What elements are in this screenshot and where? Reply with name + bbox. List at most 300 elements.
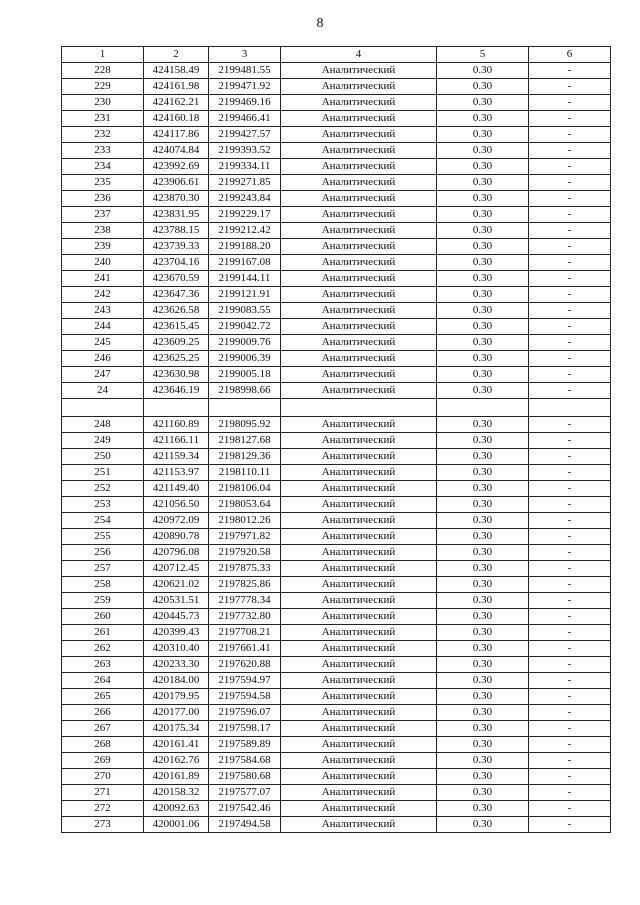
y-coordinate-cell: 2197661.41: [209, 641, 281, 657]
accuracy-cell: 0.30: [437, 159, 529, 175]
point-number-cell: 234: [62, 159, 144, 175]
note-cell: -: [529, 705, 611, 721]
y-coordinate-cell: 2199144.11: [209, 271, 281, 287]
table-row: [62, 143, 611, 159]
method-cell: Аналитический: [281, 801, 437, 817]
page-number: 8: [316, 16, 324, 31]
table-row: [62, 497, 611, 513]
x-coordinate-cell: 424161.98: [144, 79, 209, 95]
note-cell: -: [529, 609, 611, 625]
note-cell: -: [529, 737, 611, 753]
y-coordinate-cell: 2197494.58: [209, 817, 281, 833]
accuracy-cell: 0.30: [437, 63, 529, 79]
point-number-cell: 243: [62, 303, 144, 319]
point-number-cell: 271: [62, 785, 144, 801]
table-row: [62, 449, 611, 465]
x-coordinate-cell: 420796.08: [144, 545, 209, 561]
point-number-cell: 240: [62, 255, 144, 271]
x-coordinate-cell: 420092.63: [144, 801, 209, 817]
x-coordinate-cell: 420161.41: [144, 737, 209, 753]
x-coordinate-cell: 423906.61: [144, 175, 209, 191]
point-number-cell: 252: [62, 481, 144, 497]
method-cell: Аналитический: [281, 769, 437, 785]
accuracy-cell: 0.30: [437, 207, 529, 223]
y-coordinate-cell: 2198129.36: [209, 449, 281, 465]
accuracy-cell: 0.30: [437, 303, 529, 319]
table-row: [62, 255, 611, 271]
y-coordinate-cell: 2197620.88: [209, 657, 281, 673]
accuracy-cell: 0.30: [437, 497, 529, 513]
x-coordinate-cell: 420531.51: [144, 593, 209, 609]
accuracy-cell: 0.30: [437, 721, 529, 737]
table-row: [62, 545, 611, 561]
point-number-cell: 236: [62, 191, 144, 207]
x-coordinate-cell: 423739.33: [144, 239, 209, 255]
table-row: [62, 207, 611, 223]
method-cell: Аналитический: [281, 335, 437, 351]
x-coordinate-cell: 423609.25: [144, 335, 209, 351]
method-cell: Аналитический: [281, 673, 437, 689]
y-coordinate-cell: 2197825.86: [209, 577, 281, 593]
table-row: [62, 769, 611, 785]
method-cell: Аналитический: [281, 545, 437, 561]
x-coordinate-cell: 421166.11: [144, 433, 209, 449]
point-number-cell: 247: [62, 367, 144, 383]
x-coordinate-cell: 423992.69: [144, 159, 209, 175]
method-cell: Аналитический: [281, 319, 437, 335]
x-coordinate-cell: 420712.45: [144, 561, 209, 577]
coordinates-table: [61, 46, 611, 833]
x-coordinate-cell: 423630.98: [144, 367, 209, 383]
x-coordinate-cell: 423615.45: [144, 319, 209, 335]
table-row: [62, 577, 611, 593]
point-number-cell: 259: [62, 593, 144, 609]
table-row: [62, 593, 611, 609]
table-row: [62, 271, 611, 287]
method-cell: Аналитический: [281, 143, 437, 159]
table-row: [62, 191, 611, 207]
y-coordinate-cell: 2198106.04: [209, 481, 281, 497]
method-cell: Аналитический: [281, 577, 437, 593]
table-row: [62, 303, 611, 319]
note-cell: -: [529, 111, 611, 127]
y-coordinate-cell: 2199188.20: [209, 239, 281, 255]
method-cell: Аналитический: [281, 417, 437, 433]
method-cell: Аналитический: [281, 351, 437, 367]
accuracy-cell: 0.30: [437, 143, 529, 159]
x-coordinate-cell: 424160.18: [144, 111, 209, 127]
table-row: [62, 673, 611, 689]
y-coordinate-cell: 2199334.11: [209, 159, 281, 175]
method-cell: Аналитический: [281, 111, 437, 127]
table-row: [62, 175, 611, 191]
y-coordinate-cell: 2199469.16: [209, 95, 281, 111]
method-cell: Аналитический: [281, 753, 437, 769]
method-cell: Аналитический: [281, 207, 437, 223]
table-row: [62, 513, 611, 529]
note-cell: -: [529, 561, 611, 577]
table-row: [62, 657, 611, 673]
method-cell: Аналитический: [281, 497, 437, 513]
y-coordinate-cell: 2197778.34: [209, 593, 281, 609]
note-cell: -: [529, 95, 611, 111]
point-number-cell: 229: [62, 79, 144, 95]
table-row: [62, 111, 611, 127]
table-row: [62, 753, 611, 769]
y-coordinate-cell: 2199393.52: [209, 143, 281, 159]
method-cell: Аналитический: [281, 593, 437, 609]
table-row: [62, 801, 611, 817]
accuracy-cell: 0.30: [437, 561, 529, 577]
x-coordinate-cell: 424158.49: [144, 63, 209, 79]
note-cell: -: [529, 497, 611, 513]
accuracy-cell: 0.30: [437, 191, 529, 207]
accuracy-cell: 0.30: [437, 657, 529, 673]
point-number-cell: 253: [62, 497, 144, 513]
note-cell: -: [529, 239, 611, 255]
point-number-cell: 255: [62, 529, 144, 545]
accuracy-cell: 0.30: [437, 529, 529, 545]
y-coordinate-cell: 2197577.07: [209, 785, 281, 801]
point-number-cell: 244: [62, 319, 144, 335]
accuracy-cell: 0.30: [437, 319, 529, 335]
note-cell: [529, 399, 611, 417]
point-number-cell: 249: [62, 433, 144, 449]
x-coordinate-cell: 421149.40: [144, 481, 209, 497]
accuracy-cell: 0.30: [437, 641, 529, 657]
method-cell: Аналитический: [281, 657, 437, 673]
point-number-cell: 254: [62, 513, 144, 529]
note-cell: -: [529, 319, 611, 335]
note-cell: -: [529, 577, 611, 593]
x-coordinate-cell: 420233.30: [144, 657, 209, 673]
method-cell: Аналитический: [281, 127, 437, 143]
accuracy-cell: 0.30: [437, 79, 529, 95]
note-cell: -: [529, 721, 611, 737]
accuracy-cell: 0.30: [437, 673, 529, 689]
point-number-cell: 238: [62, 223, 144, 239]
method-cell: Аналитический: [281, 271, 437, 287]
method-cell: Аналитический: [281, 513, 437, 529]
x-coordinate-cell: 423647.36: [144, 287, 209, 303]
table-row: [62, 721, 611, 737]
method-cell: Аналитический: [281, 63, 437, 79]
note-cell: -: [529, 817, 611, 833]
y-coordinate-cell: 2197598.17: [209, 721, 281, 737]
point-number-cell: 245: [62, 335, 144, 351]
y-coordinate-cell: 2199042.72: [209, 319, 281, 335]
method-cell: Аналитический: [281, 79, 437, 95]
method-cell: Аналитический: [281, 609, 437, 625]
accuracy-cell: 0.30: [437, 593, 529, 609]
x-coordinate-cell: 420175.34: [144, 721, 209, 737]
note-cell: -: [529, 513, 611, 529]
y-coordinate-cell: 2199481.55: [209, 63, 281, 79]
accuracy-cell: 0.30: [437, 625, 529, 641]
column-header: 5: [437, 47, 529, 63]
accuracy-cell: 0.30: [437, 545, 529, 561]
note-cell: -: [529, 63, 611, 79]
note-cell: -: [529, 79, 611, 95]
table-row: [62, 465, 611, 481]
method-cell: Аналитический: [281, 689, 437, 705]
accuracy-cell: 0.30: [437, 95, 529, 111]
x-coordinate-cell: 420001.06: [144, 817, 209, 833]
table-row: [62, 159, 611, 175]
note-cell: -: [529, 207, 611, 223]
method-cell: Аналитический: [281, 287, 437, 303]
note-cell: -: [529, 127, 611, 143]
x-coordinate-cell: 420972.09: [144, 513, 209, 529]
point-number-cell: 251: [62, 465, 144, 481]
table-row: [62, 625, 611, 641]
accuracy-cell: 0.30: [437, 287, 529, 303]
accuracy-cell: 0.30: [437, 817, 529, 833]
point-number-cell: 239: [62, 239, 144, 255]
y-coordinate-cell: 2197971.82: [209, 529, 281, 545]
x-coordinate-cell: 423788.15: [144, 223, 209, 239]
point-number-cell: 257: [62, 561, 144, 577]
y-coordinate-cell: 2199005.18: [209, 367, 281, 383]
y-coordinate-cell: 2197732.80: [209, 609, 281, 625]
accuracy-cell: 0.30: [437, 367, 529, 383]
method-cell: Аналитический: [281, 449, 437, 465]
table-row: [62, 239, 611, 255]
table-row: [62, 351, 611, 367]
accuracy-cell: 0.30: [437, 449, 529, 465]
x-coordinate-cell: 420161.89: [144, 769, 209, 785]
method-cell: Аналитический: [281, 175, 437, 191]
point-number-cell: [62, 399, 144, 417]
point-number-cell: 265: [62, 689, 144, 705]
table-row: [62, 737, 611, 753]
note-cell: -: [529, 641, 611, 657]
note-cell: -: [529, 271, 611, 287]
x-coordinate-cell: 420890.78: [144, 529, 209, 545]
method-cell: Аналитический: [281, 481, 437, 497]
note-cell: -: [529, 673, 611, 689]
method-cell: Аналитический: [281, 721, 437, 737]
x-coordinate-cell: 423704.16: [144, 255, 209, 271]
x-coordinate-cell: 424117.86: [144, 127, 209, 143]
table-row: [62, 367, 611, 383]
y-coordinate-cell: 2199083.55: [209, 303, 281, 319]
note-cell: -: [529, 801, 611, 817]
x-coordinate-cell: 421160.89: [144, 417, 209, 433]
x-coordinate-cell: 420162.76: [144, 753, 209, 769]
point-number-cell: 231: [62, 111, 144, 127]
x-coordinate-cell: 420158.32: [144, 785, 209, 801]
y-coordinate-cell: 2197596.07: [209, 705, 281, 721]
y-coordinate-cell: 2199471.92: [209, 79, 281, 95]
accuracy-cell: 0.30: [437, 753, 529, 769]
y-coordinate-cell: 2197580.68: [209, 769, 281, 785]
accuracy-cell: [437, 399, 529, 417]
coordinates-table-body: [62, 47, 611, 833]
note-cell: -: [529, 465, 611, 481]
y-coordinate-cell: 2198053.64: [209, 497, 281, 513]
y-coordinate-cell: 2198095.92: [209, 417, 281, 433]
point-number-cell: 237: [62, 207, 144, 223]
point-number-cell: 242: [62, 287, 144, 303]
point-number-cell: 246: [62, 351, 144, 367]
accuracy-cell: 0.30: [437, 433, 529, 449]
accuracy-cell: 0.30: [437, 111, 529, 127]
table-row: [62, 399, 611, 417]
method-cell: Аналитический: [281, 223, 437, 239]
point-number-cell: 232: [62, 127, 144, 143]
y-coordinate-cell: 2197708.21: [209, 625, 281, 641]
table-row: [62, 63, 611, 79]
accuracy-cell: 0.30: [437, 175, 529, 191]
y-coordinate-cell: 2198012.26: [209, 513, 281, 529]
y-coordinate-cell: [209, 399, 281, 417]
table-row: [62, 79, 611, 95]
x-coordinate-cell: 420621.02: [144, 577, 209, 593]
note-cell: -: [529, 753, 611, 769]
method-cell: Аналитический: [281, 641, 437, 657]
point-number-cell: 272: [62, 801, 144, 817]
point-number-cell: 24: [62, 383, 144, 399]
column-header: 4: [281, 47, 437, 63]
accuracy-cell: 0.30: [437, 785, 529, 801]
table-row: [62, 641, 611, 657]
point-number-cell: 233: [62, 143, 144, 159]
table-row: [62, 95, 611, 111]
note-cell: -: [529, 433, 611, 449]
column-header: 6: [529, 47, 611, 63]
method-cell: Аналитический: [281, 191, 437, 207]
method-cell: Аналитический: [281, 529, 437, 545]
accuracy-cell: 0.30: [437, 769, 529, 785]
y-coordinate-cell: 2199229.17: [209, 207, 281, 223]
y-coordinate-cell: 2197542.46: [209, 801, 281, 817]
y-coordinate-cell: 2199006.39: [209, 351, 281, 367]
point-number-cell: 230: [62, 95, 144, 111]
column-header: 1: [62, 47, 144, 63]
y-coordinate-cell: 2198110.11: [209, 465, 281, 481]
y-coordinate-cell: 2199167.08: [209, 255, 281, 271]
x-coordinate-cell: 420177.00: [144, 705, 209, 721]
point-number-cell: 235: [62, 175, 144, 191]
y-coordinate-cell: 2199121.91: [209, 287, 281, 303]
table-row: [62, 287, 611, 303]
point-number-cell: 241: [62, 271, 144, 287]
note-cell: -: [529, 223, 611, 239]
point-number-cell: 266: [62, 705, 144, 721]
note-cell: -: [529, 383, 611, 399]
y-coordinate-cell: 2197920.58: [209, 545, 281, 561]
table-row: [62, 529, 611, 545]
column-header: 2: [144, 47, 209, 63]
note-cell: -: [529, 287, 611, 303]
x-coordinate-cell: 421056.50: [144, 497, 209, 513]
table-row: [62, 335, 611, 351]
table-row: [62, 785, 611, 801]
x-coordinate-cell: 420184.00: [144, 673, 209, 689]
table-row: [62, 319, 611, 335]
x-coordinate-cell: 420179.95: [144, 689, 209, 705]
accuracy-cell: 0.30: [437, 271, 529, 287]
point-number-cell: 269: [62, 753, 144, 769]
note-cell: -: [529, 545, 611, 561]
accuracy-cell: 0.30: [437, 255, 529, 271]
y-coordinate-cell: 2197594.97: [209, 673, 281, 689]
note-cell: -: [529, 175, 611, 191]
accuracy-cell: 0.30: [437, 335, 529, 351]
x-coordinate-cell: 423870.30: [144, 191, 209, 207]
note-cell: -: [529, 689, 611, 705]
y-coordinate-cell: 2197584.68: [209, 753, 281, 769]
method-cell: Аналитический: [281, 383, 437, 399]
note-cell: -: [529, 335, 611, 351]
accuracy-cell: 0.30: [437, 481, 529, 497]
accuracy-cell: 0.30: [437, 223, 529, 239]
accuracy-cell: 0.30: [437, 383, 529, 399]
table-row: [62, 817, 611, 833]
method-cell: Аналитический: [281, 737, 437, 753]
x-coordinate-cell: 424162.21: [144, 95, 209, 111]
y-coordinate-cell: 2199466.41: [209, 111, 281, 127]
point-number-cell: 261: [62, 625, 144, 641]
accuracy-cell: 0.30: [437, 577, 529, 593]
table-row: [62, 609, 611, 625]
table-header-row: [62, 47, 611, 63]
x-coordinate-cell: 423831.95: [144, 207, 209, 223]
point-number-cell: 273: [62, 817, 144, 833]
y-coordinate-cell: 2197875.33: [209, 561, 281, 577]
accuracy-cell: 0.30: [437, 127, 529, 143]
note-cell: -: [529, 159, 611, 175]
accuracy-cell: 0.30: [437, 801, 529, 817]
point-number-cell: 262: [62, 641, 144, 657]
point-number-cell: 264: [62, 673, 144, 689]
point-number-cell: 267: [62, 721, 144, 737]
note-cell: -: [529, 351, 611, 367]
note-cell: -: [529, 417, 611, 433]
x-coordinate-cell: 420310.40: [144, 641, 209, 657]
x-coordinate-cell: 423625.25: [144, 351, 209, 367]
table-row: [62, 223, 611, 239]
note-cell: -: [529, 255, 611, 271]
table-row: [62, 127, 611, 143]
point-number-cell: 270: [62, 769, 144, 785]
accuracy-cell: 0.30: [437, 239, 529, 255]
x-coordinate-cell: 423670.59: [144, 271, 209, 287]
accuracy-cell: 0.30: [437, 465, 529, 481]
accuracy-cell: 0.30: [437, 737, 529, 753]
accuracy-cell: 0.30: [437, 351, 529, 367]
method-cell: Аналитический: [281, 433, 437, 449]
method-cell: Аналитический: [281, 239, 437, 255]
point-number-cell: 228: [62, 63, 144, 79]
note-cell: -: [529, 481, 611, 497]
method-cell: Аналитический: [281, 625, 437, 641]
column-header: 3: [209, 47, 281, 63]
accuracy-cell: 0.30: [437, 609, 529, 625]
accuracy-cell: 0.30: [437, 705, 529, 721]
note-cell: -: [529, 657, 611, 673]
table-row: [62, 561, 611, 577]
x-coordinate-cell: 423626.58: [144, 303, 209, 319]
accuracy-cell: 0.30: [437, 417, 529, 433]
y-coordinate-cell: 2199212.42: [209, 223, 281, 239]
x-coordinate-cell: 423646.19: [144, 383, 209, 399]
note-cell: -: [529, 785, 611, 801]
note-cell: -: [529, 191, 611, 207]
point-number-cell: 248: [62, 417, 144, 433]
method-cell: Аналитический: [281, 817, 437, 833]
